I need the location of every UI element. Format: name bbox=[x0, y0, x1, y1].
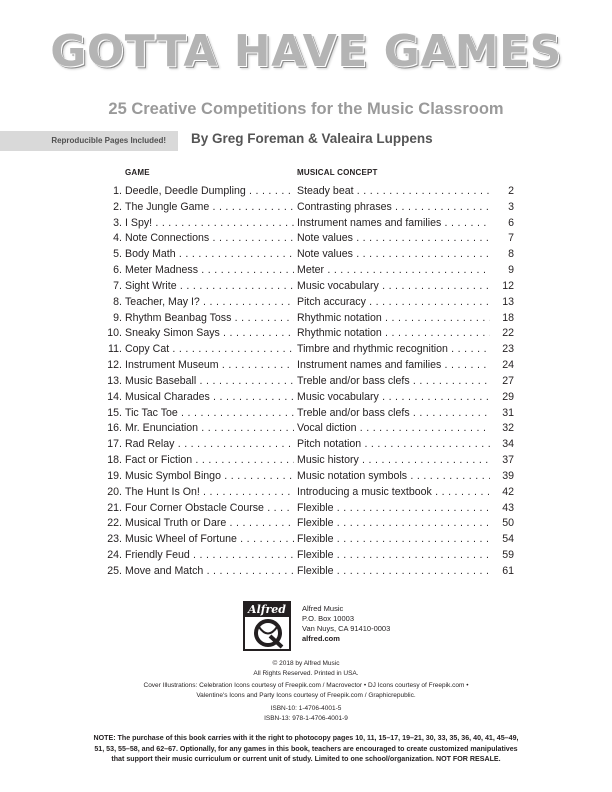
toc-page-number: 42 bbox=[490, 485, 514, 501]
toc-concept: Flexible bbox=[297, 517, 334, 530]
toc-concept: Music history bbox=[297, 454, 359, 467]
toc-row bbox=[0, 421, 612, 437]
toc-row bbox=[0, 342, 612, 358]
toc-concept: Instrument names and families bbox=[297, 359, 442, 372]
toc-game-title: Sight Write bbox=[125, 279, 177, 292]
toc-game-title: The Jungle Game bbox=[125, 200, 210, 213]
toc-number: 7. bbox=[113, 279, 122, 292]
toc-concept: Flexible bbox=[297, 501, 334, 514]
toc-concept-cell bbox=[297, 485, 507, 501]
toc-row bbox=[0, 453, 612, 469]
toc-game-cell bbox=[125, 311, 294, 327]
toc-game-cell bbox=[125, 437, 294, 453]
toc-page-number: 29 bbox=[490, 390, 514, 406]
toc-game-cell bbox=[125, 374, 294, 390]
toc-concept-cell bbox=[297, 231, 507, 247]
toc-game-cell bbox=[125, 469, 294, 485]
toc-concept-cell bbox=[297, 374, 507, 390]
toc-game-title: Music Baseball bbox=[125, 374, 197, 387]
toc-row bbox=[0, 216, 612, 232]
photocopy-note bbox=[40, 733, 572, 765]
toc-concept-cell bbox=[297, 200, 507, 216]
toc-game-title: Deedle, Deedle Dumpling bbox=[125, 185, 246, 197]
toc-number: 15. bbox=[107, 406, 122, 419]
toc-row bbox=[0, 469, 612, 485]
isbn-block bbox=[0, 704, 612, 723]
toc-number: 13. bbox=[107, 374, 122, 387]
note-line-2: 51, 53, 55–58, and 62–67. Optionally, for any games in this book, teachers are encouraged to create customized manipulatives bbox=[94, 744, 518, 753]
toc-page-number: 12 bbox=[490, 279, 514, 295]
toc-row bbox=[0, 311, 612, 327]
toc-row bbox=[0, 184, 612, 200]
toc-page-number: 43 bbox=[490, 501, 514, 517]
toc-concept-cell bbox=[297, 532, 507, 548]
toc-concept-cell bbox=[297, 311, 507, 327]
toc-game-cell bbox=[125, 326, 294, 342]
toc-number: 19. bbox=[107, 469, 122, 482]
publisher-name: Alfred Music bbox=[302, 604, 344, 613]
toc-page-number: 18 bbox=[490, 311, 514, 327]
toc-game-title: I Spy! bbox=[125, 216, 153, 229]
toc-game-cell bbox=[125, 564, 294, 580]
toc-game-title: Sneaky Simon Says bbox=[125, 327, 220, 340]
alfred-logo-word: Alfred bbox=[245, 603, 289, 617]
toc-page-number: 24 bbox=[490, 358, 514, 374]
toc-game-title: Tic Tac Toe bbox=[125, 406, 178, 419]
toc-game-cell bbox=[125, 263, 294, 279]
toc-page-number: 3 bbox=[490, 200, 514, 216]
toc-row bbox=[0, 548, 612, 564]
toc-concept: Meter bbox=[297, 264, 325, 277]
book-subtitle: 25 Creative Competitions for the Music Classroom bbox=[108, 100, 504, 118]
toc-concept-cell bbox=[297, 453, 507, 469]
toc-page-number: 27 bbox=[490, 374, 514, 390]
toc-concept-cell bbox=[297, 342, 507, 358]
toc-concept: Pitch notation bbox=[297, 438, 362, 451]
toc-number: 23. bbox=[107, 533, 122, 546]
toc-concept: Music vocabulary bbox=[297, 390, 379, 403]
toc-page-number: 22 bbox=[490, 326, 514, 342]
toc-number: 9. bbox=[113, 311, 122, 324]
table-of-contents bbox=[0, 184, 612, 580]
toc-row bbox=[0, 279, 612, 295]
credits-line-1: Cover Illustrations: Celebration Icons courtesy of Freepik.com / Macrovector • DJ Icons courtesy of Freepik.com • bbox=[143, 682, 469, 689]
toc-game-cell bbox=[125, 200, 294, 216]
publisher-city: Van Nuys, CA 91410-0003 bbox=[302, 624, 391, 633]
toc-number: 16. bbox=[107, 422, 122, 435]
toc-game-title: Music Symbol Bingo bbox=[125, 469, 221, 482]
toc-concept: Rhythmic notation bbox=[297, 327, 382, 340]
toc-game-cell bbox=[125, 358, 294, 374]
alfred-emblem-icon bbox=[249, 618, 287, 649]
toc-number: 1. bbox=[113, 185, 122, 197]
toc-game-cell bbox=[125, 485, 294, 501]
toc-concept: Introducing a music textbook bbox=[297, 485, 432, 498]
toc-game-title: Instrument Museum bbox=[125, 359, 219, 372]
toc-game-title: Rad Relay bbox=[125, 438, 175, 451]
toc-concept: Treble and/or bass clefs bbox=[297, 406, 410, 419]
toc-game-title: Move and Match bbox=[125, 564, 204, 577]
toc-page-number: 8 bbox=[490, 247, 514, 263]
authors: By Greg Foreman & Valeaira Luppens bbox=[191, 131, 433, 146]
credits-line-2: Valentine's Icons and Party Icons courtesy of Freepik.com / Graphicrepublic. bbox=[196, 691, 416, 699]
copyright bbox=[0, 659, 612, 678]
toc-page-number: 23 bbox=[490, 342, 514, 358]
toc-number: 12. bbox=[107, 359, 122, 372]
toc-game-title: Rhythm Beanbag Toss bbox=[125, 311, 232, 324]
toc-concept: Timbre and rhythmic recognition bbox=[297, 343, 448, 356]
toc-page-number: 13 bbox=[490, 295, 514, 311]
toc-page-number: 50 bbox=[490, 516, 514, 532]
toc-concept-cell bbox=[297, 216, 507, 232]
toc-concept: Note values bbox=[297, 232, 353, 245]
toc-page-number: 39 bbox=[490, 469, 514, 485]
toc-game-title: Mr. Enunciation bbox=[125, 422, 199, 435]
toc-number: 21. bbox=[107, 501, 122, 514]
toc-concept-cell bbox=[297, 326, 507, 342]
toc-game-cell bbox=[125, 184, 294, 200]
toc-game-cell bbox=[125, 501, 294, 517]
toc-game-title: Musical Truth or Dare bbox=[125, 517, 227, 530]
toc-page-number: 61 bbox=[490, 564, 514, 580]
toc-concept: Treble and/or bass clefs bbox=[297, 374, 410, 387]
toc-row bbox=[0, 200, 612, 216]
toc-number: 5. bbox=[113, 248, 122, 261]
toc-page-number: 7 bbox=[490, 231, 514, 247]
toc-number: 25. bbox=[107, 564, 122, 577]
toc-number: 10. bbox=[107, 327, 122, 340]
toc-concept-cell bbox=[297, 279, 507, 295]
toc-game-cell bbox=[125, 247, 294, 263]
reproducible-banner: Reproducible Pages Included! bbox=[0, 131, 178, 151]
toc-game-cell bbox=[125, 216, 294, 232]
toc-number: 18. bbox=[107, 454, 122, 467]
toc-number: 20. bbox=[107, 485, 122, 498]
toc-game-cell bbox=[125, 406, 294, 422]
toc-row bbox=[0, 501, 612, 517]
toc-page-number: 9 bbox=[490, 263, 514, 279]
publisher-address bbox=[302, 604, 390, 644]
toc-game-title: Music Wheel of Fortune bbox=[125, 533, 237, 546]
toc-game-cell bbox=[125, 548, 294, 564]
toc-concept: Flexible bbox=[297, 564, 334, 577]
toc-row bbox=[0, 263, 612, 279]
toc-page-number: 32 bbox=[490, 421, 514, 437]
toc-number: 2. bbox=[113, 200, 122, 213]
publisher-box: P.O. Box 10003 bbox=[302, 614, 354, 623]
toc-number: 6. bbox=[113, 264, 122, 277]
toc-concept-cell bbox=[297, 295, 507, 311]
toc-row bbox=[0, 516, 612, 532]
toc-game-cell bbox=[125, 532, 294, 548]
copyright-line: © 2018 by Alfred Music bbox=[272, 660, 340, 667]
toc-concept: Note values bbox=[297, 248, 353, 261]
toc-row bbox=[0, 231, 612, 247]
toc-concept-cell bbox=[297, 263, 507, 279]
toc-number: 22. bbox=[107, 517, 122, 530]
cover-credits bbox=[0, 681, 612, 700]
toc-number: 11. bbox=[108, 343, 122, 356]
toc-game-title: Friendly Feud bbox=[125, 549, 190, 562]
toc-concept-cell bbox=[297, 516, 507, 532]
toc-concept: Instrument names and families bbox=[297, 216, 442, 229]
toc-number: 24. bbox=[107, 549, 122, 562]
toc-page-number: 6 bbox=[490, 216, 514, 232]
toc-concept-cell bbox=[297, 406, 507, 422]
toc-row bbox=[0, 295, 612, 311]
toc-game-title: Four Corner Obstacle Course bbox=[125, 501, 264, 514]
toc-concept-cell bbox=[297, 358, 507, 374]
toc-page-number: 37 bbox=[490, 453, 514, 469]
note-line-1: NOTE: The purchase of this book carries with it the right to photocopy pages 10, 11, 15–17, 19–21, 30, 33, 35, 36, 40, 41, 45–49, bbox=[93, 734, 519, 742]
toc-game-cell bbox=[125, 231, 294, 247]
concept-column-header: MUSICAL CONCEPT bbox=[297, 168, 378, 177]
toc-game-title: Teacher, May I? bbox=[125, 295, 200, 308]
toc-row bbox=[0, 247, 612, 263]
toc-page-number: 54 bbox=[490, 532, 514, 548]
isbn-10: ISBN-10: 1-4706-4001-5 bbox=[270, 705, 342, 712]
toc-game-cell bbox=[125, 279, 294, 295]
toc-concept: Music notation symbols bbox=[297, 469, 408, 482]
toc-number: 8. bbox=[113, 295, 122, 308]
isbn-13: ISBN-13: 978-1-4706-4001-9 bbox=[264, 714, 348, 722]
toc-page-number: 34 bbox=[490, 437, 514, 453]
toc-row bbox=[0, 437, 612, 453]
toc-row bbox=[0, 358, 612, 374]
toc-number: 3. bbox=[113, 216, 122, 229]
toc-concept: Music vocabulary bbox=[297, 279, 379, 292]
toc-game-title: Musical Charades bbox=[125, 390, 210, 403]
toc-concept: Pitch accuracy bbox=[297, 295, 366, 308]
toc-game-cell bbox=[125, 295, 294, 311]
toc-game-title: Fact or Fiction bbox=[125, 454, 193, 467]
toc-concept: Steady beat bbox=[297, 185, 354, 197]
toc-game-title: The Hunt Is On! bbox=[125, 485, 200, 498]
toc-row bbox=[0, 390, 612, 406]
toc-concept-cell bbox=[297, 184, 507, 200]
publisher-website: alfred.com bbox=[302, 634, 340, 643]
toc-page-number: 59 bbox=[490, 548, 514, 564]
toc-row bbox=[0, 485, 612, 501]
toc-concept-cell bbox=[297, 390, 507, 406]
toc-game-title: Copy Cat bbox=[125, 343, 170, 356]
note-line-3: that support their music curriculum or current unit of study. Limited to one school/organization. NOT FOR RESALE. bbox=[111, 755, 501, 763]
toc-game-cell bbox=[125, 342, 294, 358]
toc-row bbox=[0, 532, 612, 548]
book-title: GOTTA HAVE GAMES bbox=[50, 26, 562, 77]
toc-game-cell bbox=[125, 516, 294, 532]
toc-game-title: Note Connections bbox=[125, 232, 210, 245]
toc-concept-cell bbox=[297, 437, 507, 453]
toc-concept: Rhythmic notation bbox=[297, 311, 382, 324]
toc-game-cell bbox=[125, 453, 294, 469]
toc-concept-cell bbox=[297, 421, 507, 437]
toc-concept: Flexible bbox=[297, 549, 334, 562]
toc-game-title: Body Math bbox=[125, 248, 176, 261]
toc-page-number: 31 bbox=[490, 406, 514, 422]
alfred-logo bbox=[243, 601, 291, 651]
toc-concept-cell bbox=[297, 564, 507, 580]
toc-row bbox=[0, 326, 612, 342]
toc-concept-cell bbox=[297, 548, 507, 564]
toc-concept: Contrasting phrases bbox=[297, 200, 392, 213]
toc-concept-cell bbox=[297, 247, 507, 263]
toc-concept: Vocal diction bbox=[297, 422, 357, 435]
toc-concept-cell bbox=[297, 469, 507, 485]
toc-concept-cell bbox=[297, 501, 507, 517]
game-column-header: GAME bbox=[125, 168, 150, 177]
toc-row bbox=[0, 406, 612, 422]
toc-number: 14. bbox=[107, 390, 122, 403]
toc-game-title: Meter Madness bbox=[125, 264, 199, 277]
toc-row bbox=[0, 374, 612, 390]
rights-line: All Rights Reserved. Printed in USA. bbox=[253, 669, 359, 677]
toc-row bbox=[0, 564, 612, 580]
toc-number: 17. bbox=[107, 438, 122, 451]
toc-game-cell bbox=[125, 390, 294, 406]
toc-concept: Flexible bbox=[297, 533, 334, 546]
toc-page-number: 2 bbox=[490, 184, 514, 200]
toc-game-cell bbox=[125, 421, 294, 437]
toc-number: 4. bbox=[113, 232, 122, 245]
